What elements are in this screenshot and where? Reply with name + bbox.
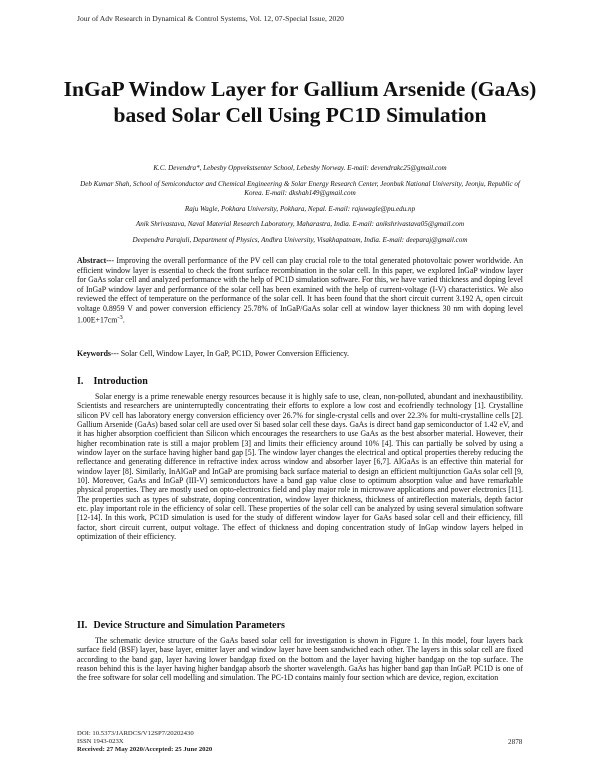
section-number: II. [77,620,88,631]
section-title: Device Structure and Simulation Parameters [93,620,285,631]
running-head: Jour of Adv Research in Dynamical & Control Systems, Vol. 12, 07-Special Issue, 2020 [77,14,344,23]
section-heading-device-structure [77,620,285,631]
section-number: I. [77,376,84,387]
abstract-text: Improving the overall performance of the PV cell can play crucial role to the total generated photovoltaic power worldwide. An efficient window layer is essential to check the front surface recombination in the solar cell. In this paper, we explored InGaP window layer for GaAs solar cell and analyzed performance with the help of PC1D simulation software. For this, we have varied thickness and doping level of InGaP window layer and performance of the solar cell has been examined with the help of current-voltage (I-V) characteristics. We also reviewed the effect of temperature on the performance of the solar cell. It has been found that the short circuit current 3.192 A, open circuit voltage 0.8959 V and power conversion efficiency 25.78% of InGaP/GaAs solar cell at window layer thickness 30 nm with doping level 1.00E+17cm [77,256,523,325]
keywords-label: Keywords [77,349,111,358]
abstract-end: . [122,315,125,325]
page-number: 2878 [508,738,523,746]
author-list [77,164,523,252]
paper-title: InGaP Window Layer for Gallium Arsenide (GaAs) based Solar Cell Using PC1D Simulation [63,77,537,127]
author-affiliation: Raju Wagle, Pokhara University, Pokhara, Nepal. E-mail: rajuwagle@pu.edu.np [184,204,416,213]
abstract-superscript: -3 [117,314,123,321]
abstract [77,256,523,325]
author-affiliation: K.C. Devendra*, Lebesby Oppvekstsenter School, Lebesby Norway. E-mail: devendrakc25@gmail.com [153,164,447,172]
keywords [77,349,523,359]
section-title: Introduction [93,376,148,387]
footer-issn: ISSN 1943-023X [77,738,124,746]
footer [77,730,212,755]
keywords-text: --- Solar Cell, Window Layer, In GaP, PC1D, Power Conversion Efficiency. [111,349,349,358]
author-affiliation: Deependra Parajuli, Department of Physics, Andhra University, Visakhapatnam, India. E-mail: deeparaj@gmail.com [132,236,468,245]
abstract-label: Abstract--- [77,256,115,265]
introduction-paragraph: Solar energy is a prime renewable energy resources because it is highly safe to use, clean, non-polluted, abundant and inexhaustibility. Scientists and researchers are uninterruptedly concentrating their efforts to explore a low cost and ecofriendly technology [1]. Crystalline silicon PV cell has laboratory energy conversion efficiency over 26.7% for single-crystal cells and over 22.3% for multi-crystalline cells [2]. Gallium Arsenide (GaAs) based solar cell are used over Si based solar cell these days. GaAs is direct band gap semiconductor of 1.42 eV, and it has higher absorption coefficient than Silicon which encourages the researchers to use GaAs as the best absorber material. However, their higher recombination rate is still a major problem [3] and limits their efficiency around 10% [4]. This can partially be solved by using a window layer on the surface having higher band gap [5]. The window layer changes the electrical and optical properties thereby reducing the reflectance and generating difference in refractive index across window and absorber layer [6,7]. AlGaAs is an effective thin material for window layer [8]. Similarly, InAlGaP and InGaP are promising back surface material to design an efficient multijunction GaAs solar cell [9, 10]. Moreover, GaAs and InGaP (III-V) semiconductors have a band gap value close to optimum absorption value and have remarkable physical properties. They are mostly used on opto-electronics field and play major role in microwave applications and power electronics [11]. The properties such as types of substrate, doping concentration, window layer thickness, thickness of antireflection materials, depth factor etc. play important role in the efficiency of solar cell. These properties of the solar cell can be analyzed by using several simulation software [12-14]. In this work, PC1D simulation is used for the study of different window layer for GaAs based solar cell and their efficiency, fill factor, short circuit current, output voltage. The effect of thickness and doping concentration study of InGap window layers helped in optimization of their efficiency. [77,392,523,542]
section-heading-introduction [77,376,148,387]
author-affiliation: Anik Shrivastava, Naval Material Research Laboratory, Maharastra, India. E-mail: anikshrivastava05@gmail.com [135,220,465,229]
author-affiliation: Deb Kumar Shah, School of Semiconductor and Chemical Engineering & Solar Energy Research Center, Jeonbuk National University, Jeonju, Republic of Korea. E-mail: dkshah149@gmail.com [80,179,520,197]
device-structure-paragraph: The schematic device structure of the GaAs based solar cell for investigation is shown in Figure 1. In this model, four layers back surface field (BSF) layer, base layer, emitter layer and window layer have been sandwiched each other. The layers in this solar cell are fixed according to the band gap, layer having lower bandgap fixed on the bottom and the layer having higher bandgap on the top surface. The reason behind this is the layer having higher bandgap absorb the shorter wavelength. GaAs has higher band gap than InGaP. PC1D is one of the free software for solar cell modelling and simulation. The PC-1D contains mainly four section which are device, region, excitation [77,636,523,683]
footer-doi: DOI: 10.5373/JARDCS/V12SP7/20202430 [77,730,194,737]
footer-received: Received: 27 May 2020/Accepted: 25 June 2020 [77,746,213,754]
